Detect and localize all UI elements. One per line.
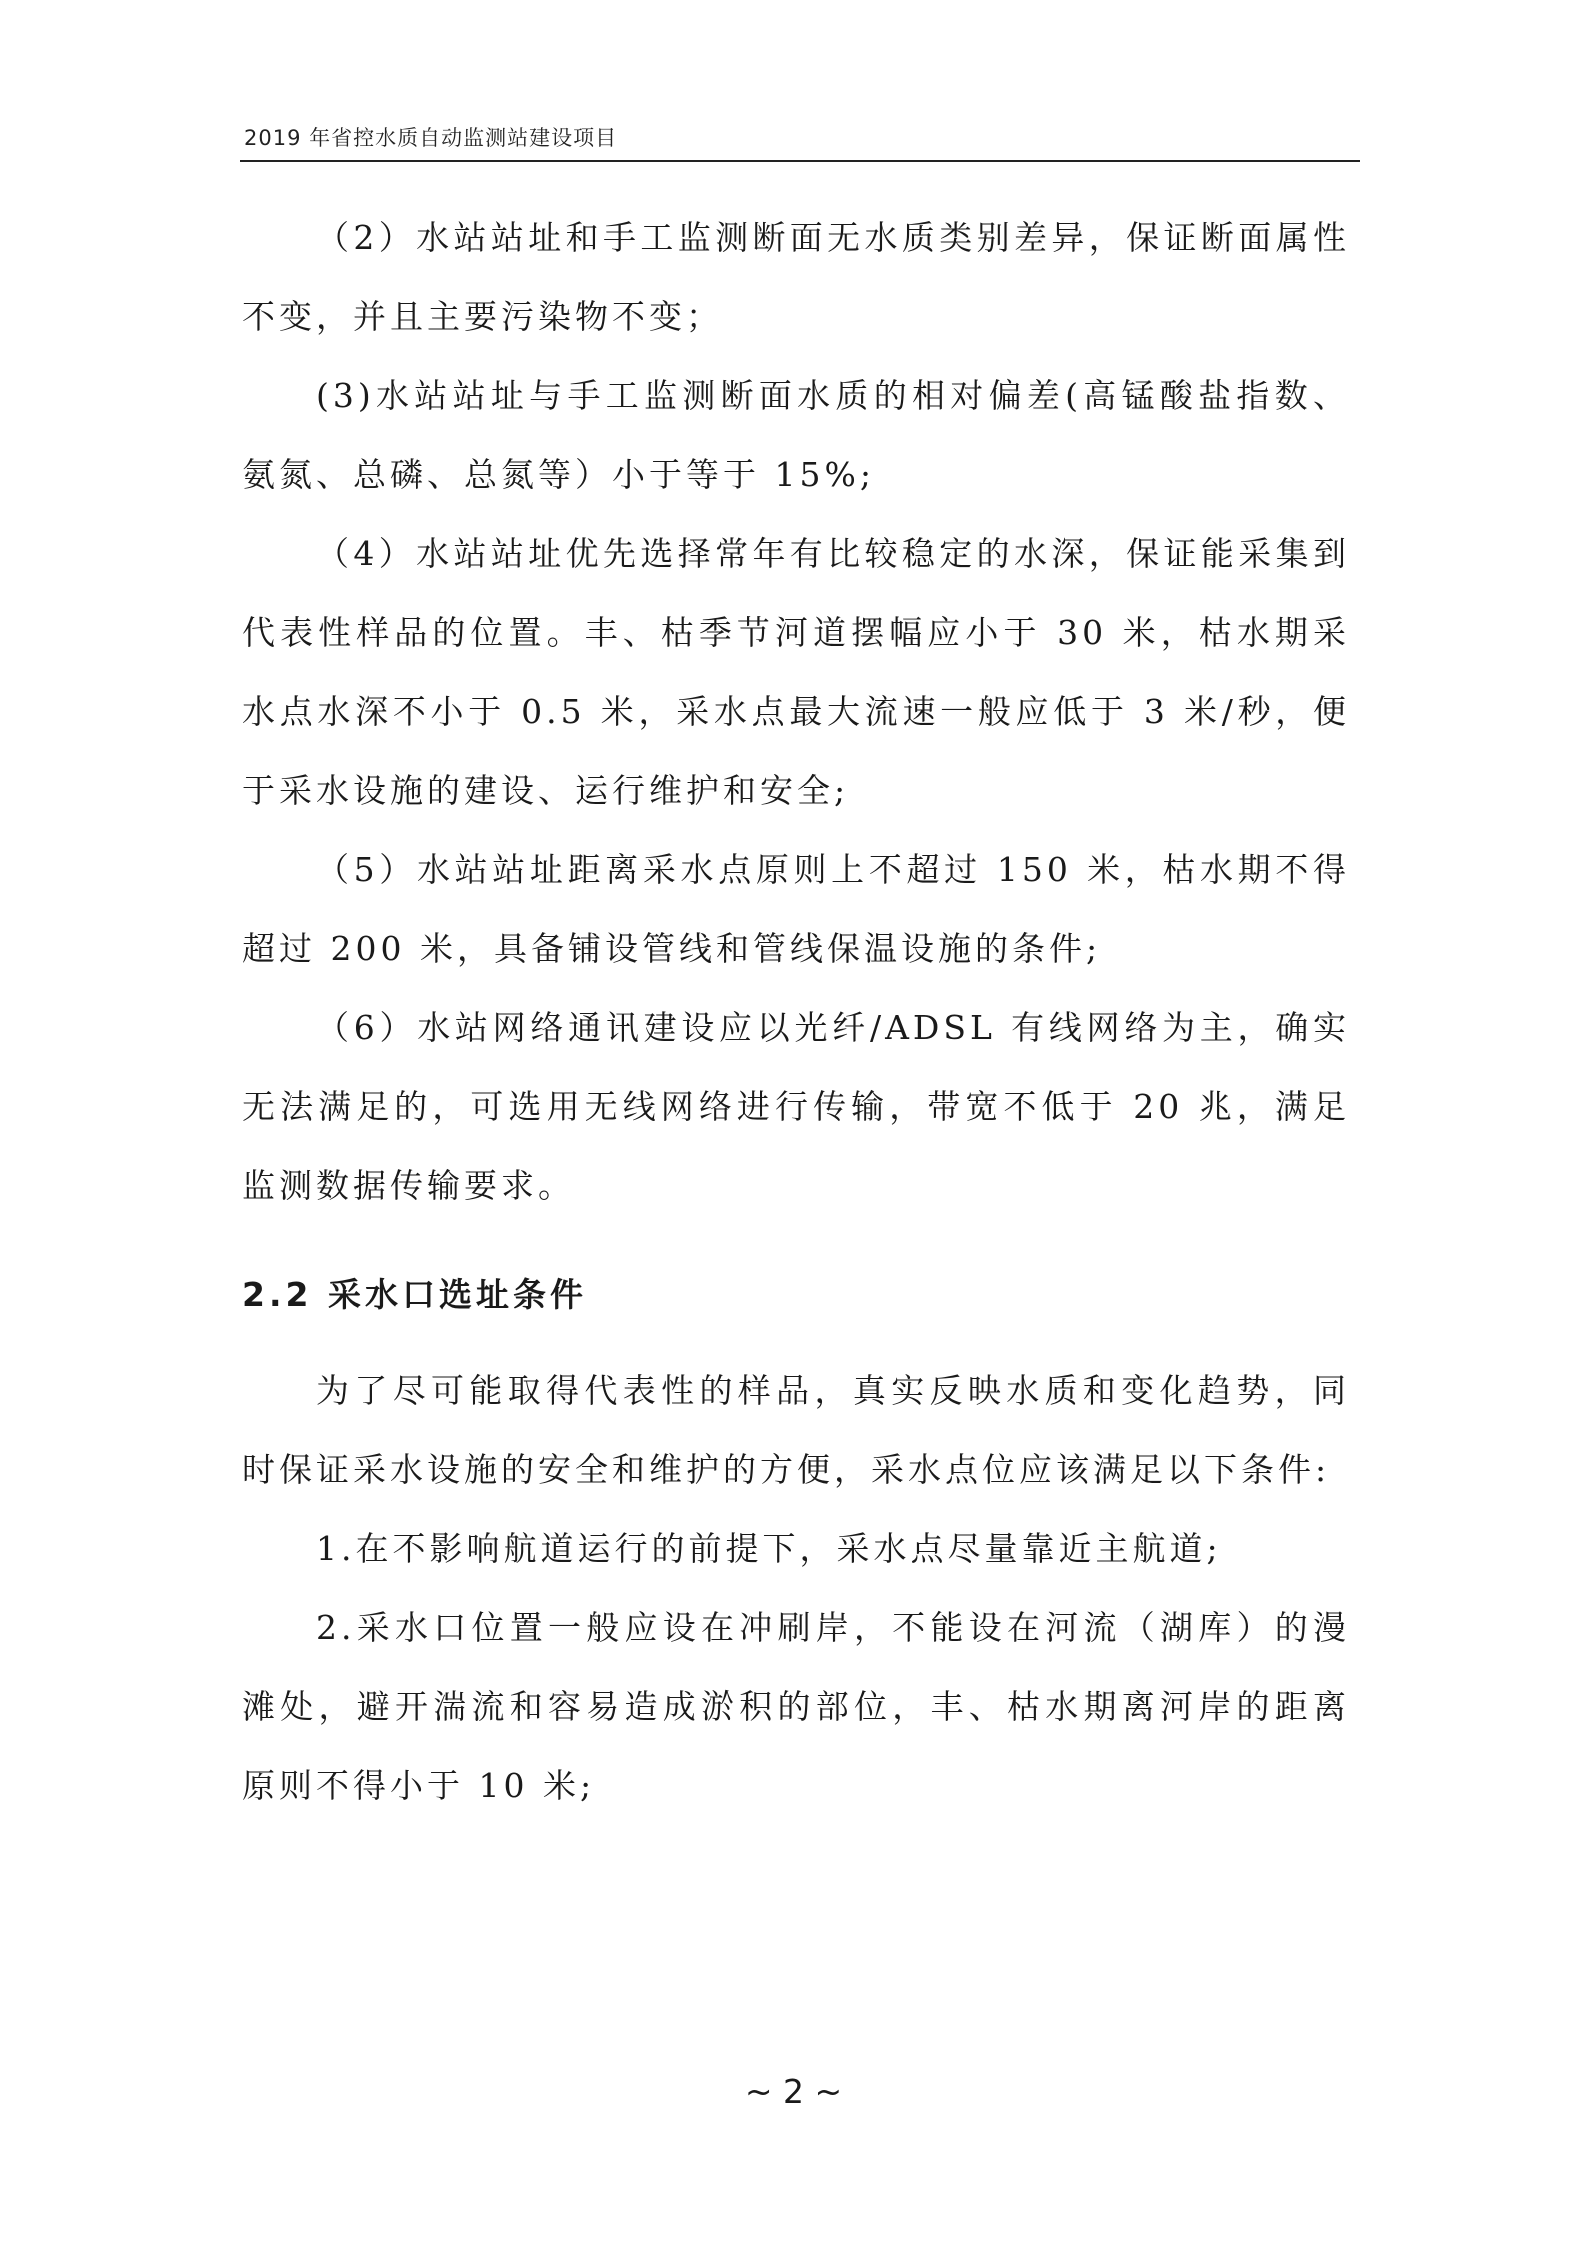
document-body: [242, 198, 1350, 1825]
paragraph-item-3: (3)水站站址与手工监测断面水质的相对偏差(高锰酸盐指数、氨氮、总磷、总氮等）小于等于 15%;: [242, 376, 1350, 494]
paragraph-condition-1: 1.在不影响航道运行的前提下，采水点尽量靠近主航道;: [316, 1529, 1222, 1568]
paragraph-intro: 为了尽可能取得代表性的样品，真实反映水质和变化趋势，同时保证采水设施的安全和维护的方便，采水点位应该满足以下条件:: [242, 1371, 1350, 1489]
paragraph-item-2: （2）水站站址和手工监测断面无水质类别差异，保证断面属性不变，并且主要污染物不变；: [242, 218, 1350, 336]
paragraph-item-6: （6）水站网络通讯建设应以光纤/ADSL 有线网络为主，确实无法满足的，可选用无线网络进行传输，带宽不低于 20 兆，满足监测数据传输要求。: [242, 1008, 1350, 1205]
header-title: 2019 年省控水质自动监测站建设项目: [244, 126, 618, 150]
paragraph-condition-2: 2.采水口位置一般应设在冲刷岸，不能设在河流（湖库）的漫滩处，避开湍流和容易造成淤积的部位，丰、枯水期离河岸的距离原则不得小于 10 米;: [242, 1608, 1350, 1805]
page-header: [240, 120, 1360, 162]
paragraph-item-4: （4）水站站址优先选择常年有比较稳定的水深，保证能采集到代表性样品的位置。丰、枯季节河道摆幅应小于 30 米，枯水期采水点水深不小于 0.5 米，采水点最大流速一般应低于 3 米/秒，便于采水设施的建设、运行维护和安全;: [242, 534, 1350, 810]
section-heading: 2.2 采水口选址条件: [242, 1275, 587, 1314]
page-number: ~ 2 ~: [744, 2072, 843, 2111]
paragraph-item-5: （5）水站站址距离采水点原则上不超过 150 米，枯水期不得超过 200 米，具备铺设管线和管线保温设施的条件;: [242, 850, 1350, 968]
